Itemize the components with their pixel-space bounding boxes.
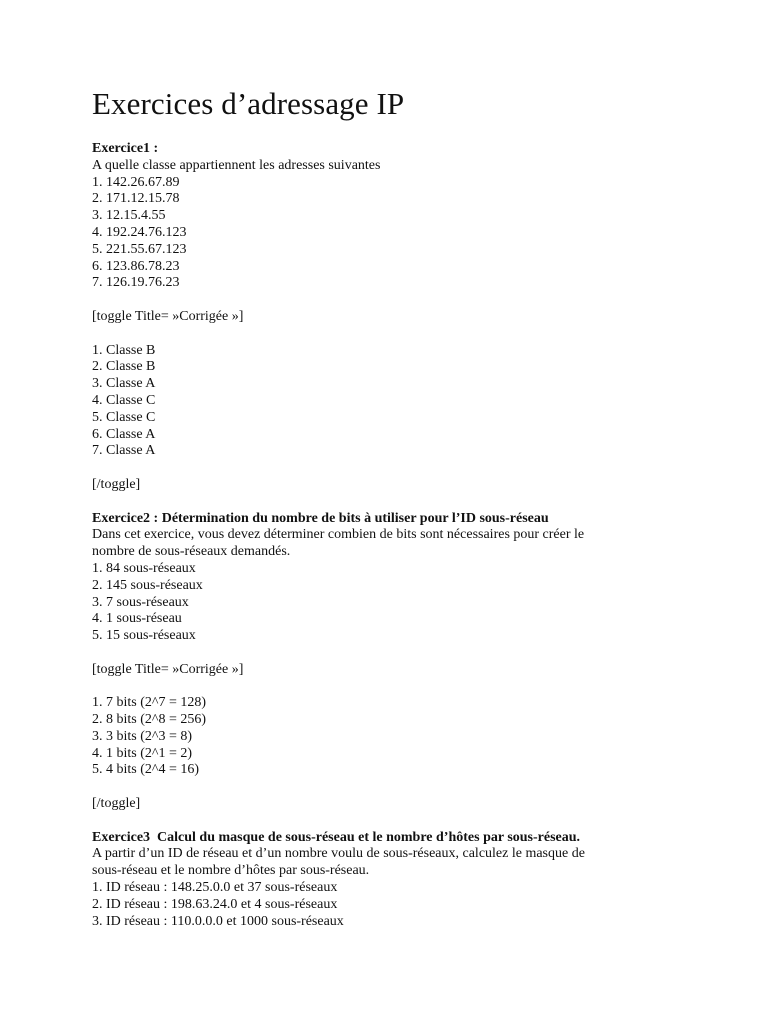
list-item: 4. Classe C: [92, 392, 156, 408]
spacer: [92, 494, 678, 511]
list-item: 5. Classe C: [92, 409, 156, 425]
list-item: 3. 7 sous-réseaux: [92, 594, 189, 610]
list-item: 6. 123.86.78.23: [92, 258, 180, 274]
list-item: 1. 7 bits (2^7 = 128): [92, 695, 207, 711]
exercise-2-answer-list: [92, 695, 678, 779]
list-item: 4. 192.24.76.123: [92, 224, 187, 240]
spacer: [92, 679, 678, 696]
exercise-1-heading: Exercice1 :: [92, 141, 159, 156]
exercise-1-address-list: [92, 175, 678, 293]
list-item: 6. Classe A: [92, 426, 156, 442]
exercise-1-prompt: A quelle classe appartiennent les adresses suivantes: [92, 157, 381, 173]
list-item: 5. 4 bits (2^4 = 16): [92, 762, 200, 778]
spacer: [92, 292, 678, 309]
exercise-2-heading: Exercice2 : Détermination du nombre de bits à utiliser pour l’ID sous-réseau: [92, 510, 549, 526]
list-item: 7. 126.19.76.23: [92, 275, 180, 291]
exercise-2-subnet-list: [92, 561, 678, 645]
list-item: 2. 171.12.15.78: [92, 191, 180, 207]
exercise-2-toggle-open: [toggle Title= »Corrigée »]: [92, 661, 244, 677]
list-item: 5. 221.55.67.123: [92, 241, 187, 257]
spacer: [92, 813, 678, 830]
list-item: 2. Classe B: [92, 359, 156, 375]
list-item: 3. ID réseau : 110.0.0.0 et 1000 sous-réseaux: [92, 913, 344, 929]
exercise-3-prompt-line-1: A partir d’un ID de réseau et d’un nombre voulu de sous-réseaux, calculez le masque de: [92, 846, 585, 862]
exercise-3-prompt-line-2: sous-réseau et le nombre d’hôtes par sous-réseau.: [92, 863, 370, 879]
exercise-3-network-list: [92, 880, 678, 930]
list-item: 5. 15 sous-réseaux: [92, 628, 196, 644]
spacer: [92, 779, 678, 796]
exercise-2-prompt-line-2: nombre de sous-réseaux demandés.: [92, 544, 291, 560]
list-item: 4. 1 bits (2^1 = 2): [92, 745, 193, 761]
spacer: [92, 460, 678, 477]
list-item: 1. ID réseau : 148.25.0.0 et 37 sous-réseaux: [92, 880, 338, 896]
document-title: Exercices d’adressage IP: [92, 86, 405, 121]
list-item: 2. 8 bits (2^8 = 256): [92, 712, 207, 728]
exercise-1-answer-list: [92, 343, 678, 461]
list-item: 3. 12.15.4.55: [92, 208, 166, 224]
spacer: [92, 326, 678, 343]
list-item: 3. 3 bits (2^3 = 8): [92, 728, 193, 744]
spacer: [92, 126, 678, 141]
spacer: [92, 645, 678, 662]
exercise-1-toggle-open: [toggle Title= »Corrigée »]: [92, 308, 244, 324]
list-item: 1. Classe B: [92, 342, 156, 358]
list-item: 4. 1 sous-réseau: [92, 611, 182, 627]
list-item: 2. 145 sous-réseaux: [92, 577, 203, 593]
exercise-2-toggle-close: [/toggle]: [92, 796, 141, 812]
list-item: 3. Classe A: [92, 376, 156, 392]
list-item: 2. ID réseau : 198.63.24.0 et 4 sous-réseaux: [92, 896, 338, 912]
list-item: 7. Classe A: [92, 443, 156, 459]
exercise-3-heading: Exercice3 Calcul du masque de sous-réseau et le nombre d’hôtes par sous-réseau.: [92, 829, 581, 845]
exercise-1-toggle-close: [/toggle]: [92, 476, 141, 492]
exercise-2-prompt-line-1: Dans cet exercice, vous devez déterminer combien de bits sont nécessaires pour créer le: [92, 527, 585, 543]
list-item: 1. 84 sous-réseaux: [92, 560, 196, 576]
list-item: 1. 142.26.67.89: [92, 174, 180, 190]
